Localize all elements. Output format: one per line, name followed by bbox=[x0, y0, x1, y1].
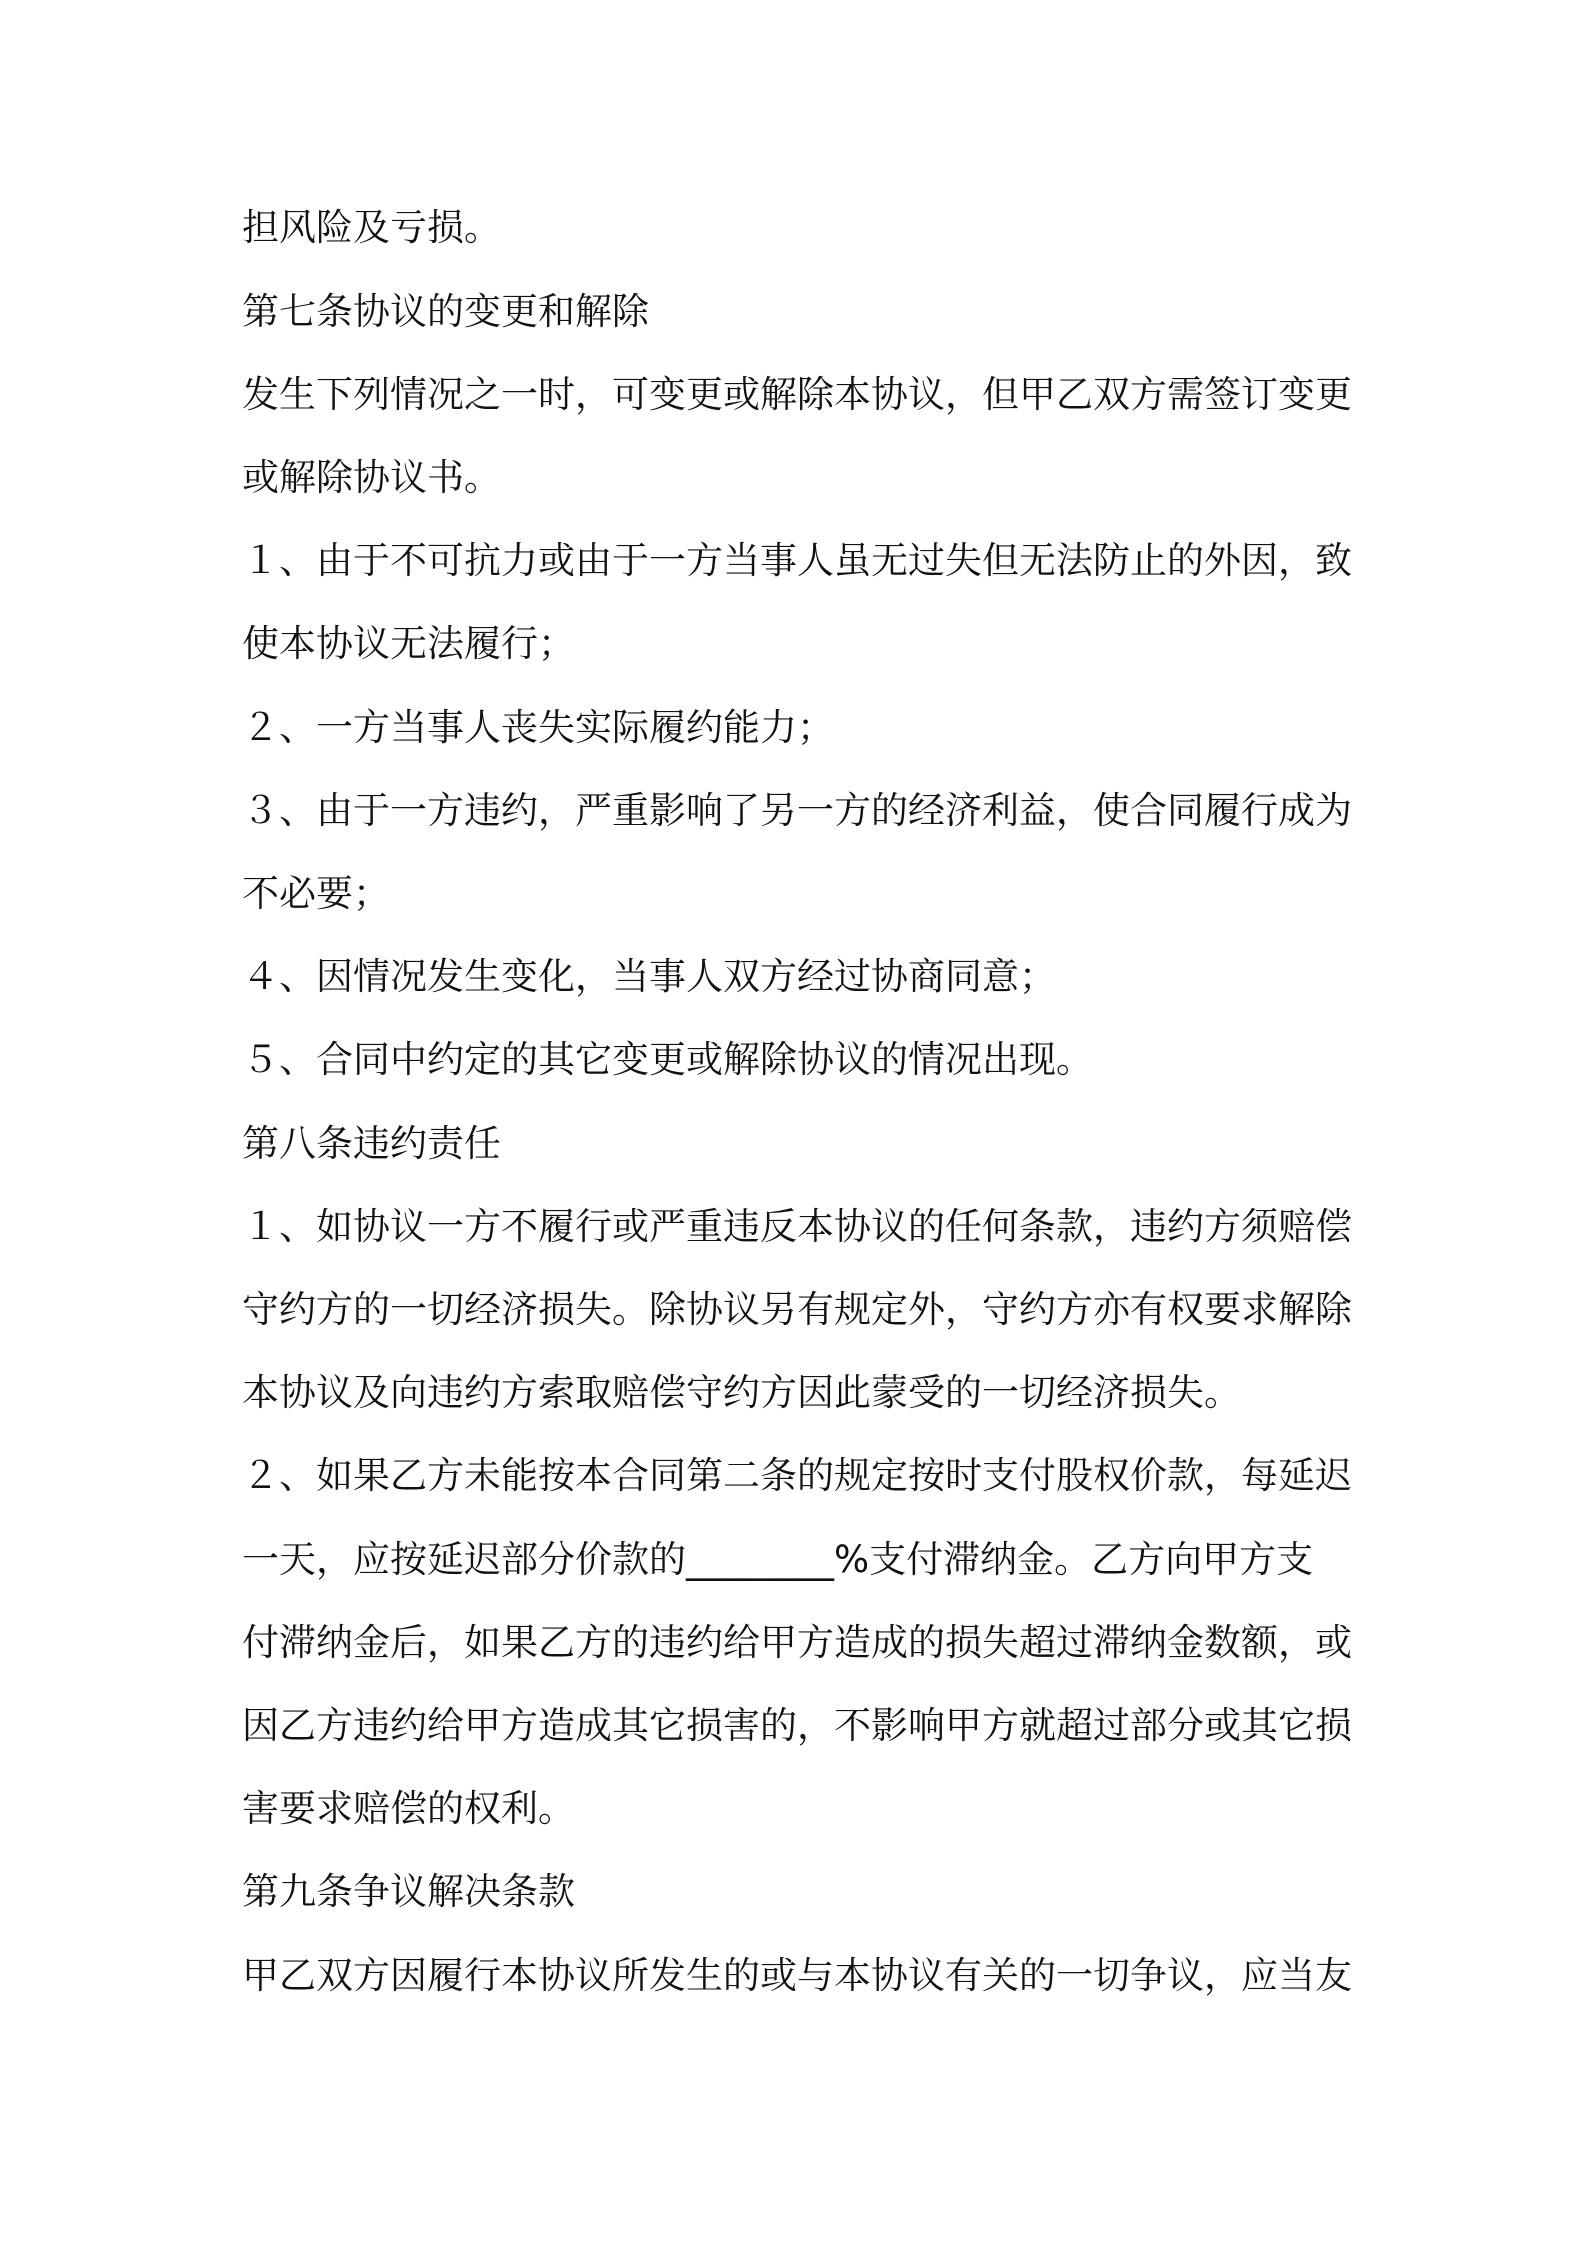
text-line: 担风险及亏损。 bbox=[242, 206, 501, 249]
section-heading: 第九条争议解决条款 bbox=[242, 1870, 575, 1913]
text-line: 守约方的一切经济损失。除协议另有规定外，守约方亦有权要求解除 bbox=[242, 1288, 1352, 1331]
list-item: １、由于不可抗力或由于一方当事人虽无过失但无法防止的外因，致 bbox=[242, 539, 1352, 582]
list-item: １、如协议一方不履行或严重违反本协议的任何条款，违约方须赔偿 bbox=[242, 1205, 1352, 1248]
text-line: 发生下列情况之一时，可变更或解除本协议，但甲乙双方需签订变更 bbox=[242, 373, 1352, 416]
text-line: 使本协议无法履行； bbox=[242, 622, 575, 665]
text-line: 因乙方违约给甲方造成其它损害的，不影响甲方就超过部分或其它损 bbox=[242, 1704, 1352, 1747]
text-line: 害要求赔偿的权利。 bbox=[242, 1787, 575, 1830]
section-heading: 第七条协议的变更和解除 bbox=[242, 290, 649, 333]
section-heading: 第八条违约责任 bbox=[242, 1122, 501, 1165]
list-item: ５、合同中约定的其它变更或解除协议的情况出现。 bbox=[242, 1038, 1093, 1081]
text-line: 甲乙双方因履行本协议所发生的或与本协议有关的一切争议，应当友 bbox=[242, 1954, 1352, 1997]
text-line: 不必要； bbox=[242, 872, 390, 915]
text-line: 付滞纳金后，如果乙方的违约给甲方造成的损失超过滞纳金数额，或 bbox=[242, 1621, 1352, 1664]
list-item: ３、由于一方违约，严重影响了另一方的经济利益，使合同履行成为 bbox=[242, 789, 1352, 832]
list-item: ２、一方当事人丧失实际履约能力； bbox=[242, 706, 834, 749]
text-line: 一天，应按延迟部分价款的________%支付滞纳金。乙方向甲方支 bbox=[242, 1538, 1314, 1581]
list-item: ４、因情况发生变化，当事人双方经过协商同意； bbox=[242, 955, 1056, 998]
list-item: ２、如果乙方未能按本合同第二条的规定按时支付股权价款，每延迟 bbox=[242, 1454, 1352, 1497]
text-line: 本协议及向违约方索取赔偿守约方因此蒙受的一切经济损失。 bbox=[242, 1371, 1241, 1414]
text-line: 或解除协议书。 bbox=[242, 456, 501, 499]
